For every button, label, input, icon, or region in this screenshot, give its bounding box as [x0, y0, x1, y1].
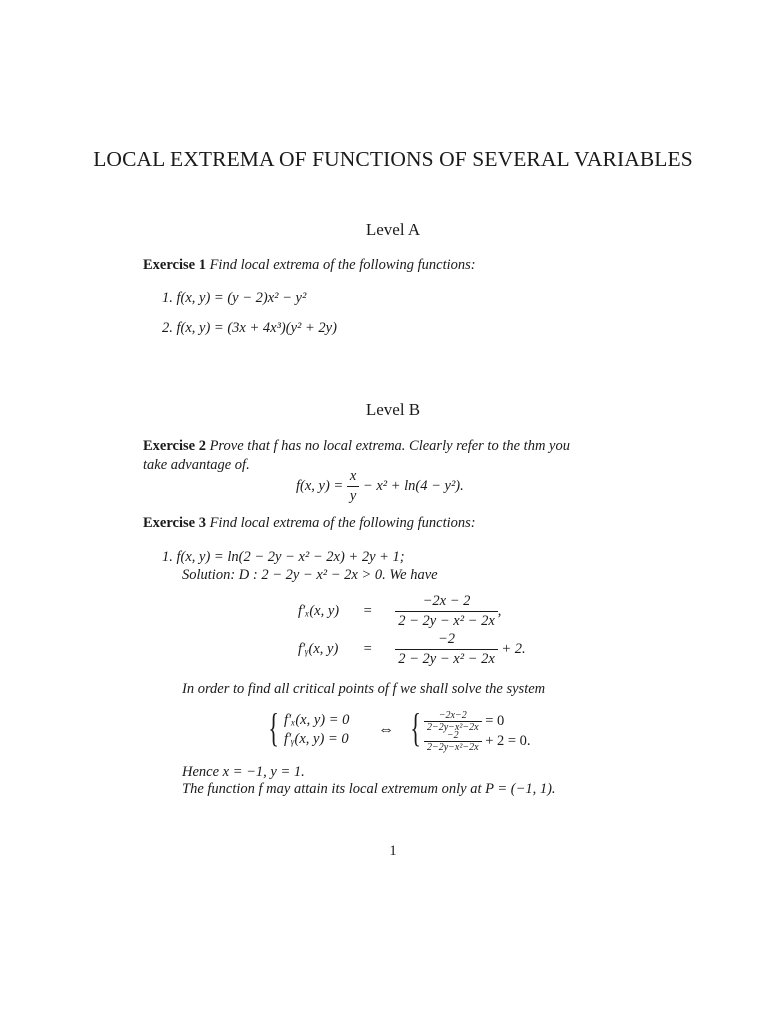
derivative-fx: f′ₓ(x, y) = $\frac{-2x - 2}{\text{2 − 2y − x² − 2x}}$ , [298, 593, 502, 629]
fraction-x-over-y: $\frac{x}{y}$ [347, 467, 359, 506]
section-level-b: Level B [365, 400, 421, 419]
critical-points-text: In order to find all critical points of f we shall solve the system [182, 681, 546, 697]
equals-sign: = [363, 602, 372, 619]
item-formula: f(x, y) = (y − 2)x² − y² [176, 290, 307, 306]
system-left-eq-1: f′ₓ(x, y) = 0 [284, 712, 350, 728]
exercise-1-item-2 [162, 319, 337, 338]
system-right-eq-2: $\frac{-2}{\text{2−2y−x²−2x}}$ + 2 = 0. [424, 730, 531, 753]
right-brace: { [410, 705, 421, 750]
exercise-1-item-1 [162, 289, 306, 308]
equals-sign: = [363, 640, 372, 657]
exercise-1-heading [143, 256, 476, 275]
item-number: 1. [162, 290, 173, 306]
exercise-3-prompt: Find local extrema of the following functions: [209, 515, 476, 531]
section-level-a: Level A [365, 220, 421, 239]
exercise-3-heading [143, 514, 476, 533]
exercise-2-prompt-line1: Prove that f has no local extrema. Clearly refer to the thm you [209, 438, 570, 454]
item-number: 1. [162, 549, 173, 565]
system-right-eq-1: $\frac{-2x-2}{\text{2−2y−x²−2x}}$ = 0 [424, 710, 504, 733]
exercise-2-formula [296, 467, 464, 506]
fy-lhs: f′ᵧ(x, y) [298, 640, 339, 657]
formula-lhs: f(x, y) = [296, 477, 344, 494]
exercise-3-item-1 [162, 548, 405, 567]
fx-lhs: f′ₓ(x, y) [298, 602, 340, 619]
item-formula: f(x, y) = ln(2 − 2y − x² − 2x) + 2y + 1; [176, 549, 405, 565]
page-title: LOCAL EXTREMA OF FUNCTIONS OF SEVERAL VARIABLES [93, 147, 693, 171]
item-formula: f(x, y) = (3x + 4x³)(y² + 2y) [176, 320, 337, 336]
system-left-eq-2: f′ᵧ(x, y) = 0 [284, 731, 349, 747]
iff-symbol: ⇔ [378, 721, 394, 738]
hence-line: Hence x = −1, y = 1. [182, 764, 305, 780]
exercise-2-label: Exercise 2 [143, 438, 206, 454]
item-number: 2. [162, 320, 173, 336]
exercise-3-label: Exercise 3 [143, 515, 206, 531]
derivative-fy: f′ᵧ(x, y) = $\frac{-2}{\text{2 − 2y − x² − 2x}}$ + 2. [298, 631, 526, 667]
exercise-1-label: Exercise 1 [143, 257, 206, 273]
exercise-2-heading [143, 437, 570, 456]
left-brace: { [268, 705, 279, 750]
exercise-1-prompt: Find local extrema of the following functions: [209, 257, 476, 273]
formula-rhs: − x² + ln(4 − y²). [362, 477, 464, 494]
fx-fraction: $\frac{-2x - 2}{\text{2 − 2y − x² − 2x}}$ [395, 592, 498, 631]
conclusion-line: The function f may attain its local extremum only at P = (−1, 1). [182, 781, 556, 797]
fy-fraction: $\frac{-2}{\text{2 − 2y − x² − 2x}}$ [395, 630, 498, 669]
exercise-2-prompt-line2: take advantage of. [143, 457, 250, 473]
solution-line: Solution: D : 2 − 2y − x² − 2x > 0. We have [182, 567, 438, 583]
page-number: 1 [389, 843, 397, 859]
